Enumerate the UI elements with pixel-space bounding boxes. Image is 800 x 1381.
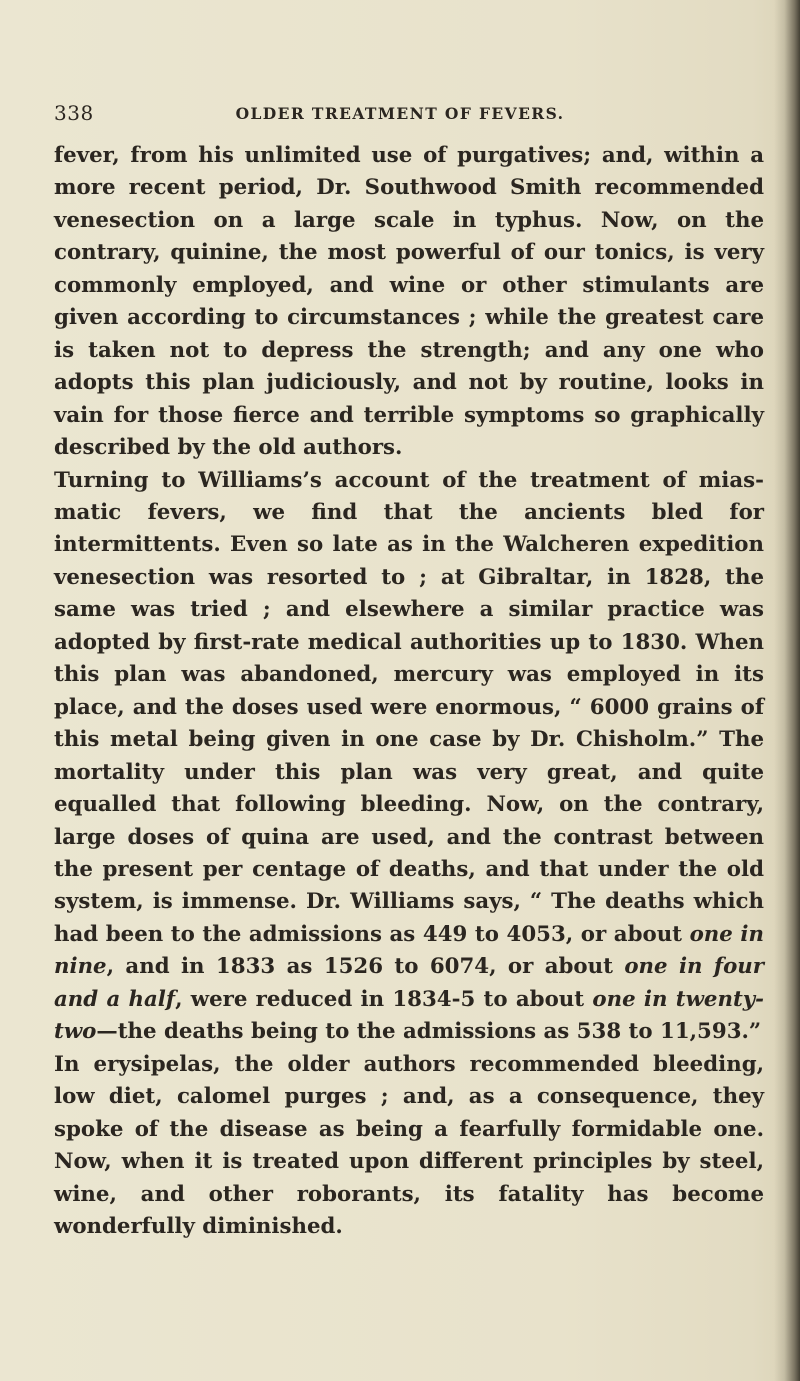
page-header [0, 101, 800, 129]
page-edge-shadow [774, 0, 800, 1381]
running-title: OLDER TREATMENT OF FEVERS. [235, 104, 565, 123]
paragraph-text: , and in 1833 as 1526 to 6074, or about [106, 954, 625, 980]
paragraph-text: In erysipelas, the older authors recommended bleeding, low diet, calomel purges ; and, as a consequence, they spoke of the disease as being a fearfully formidable one. Now, when it is treated upon different principles by steel, wine, and other roborants, its fatality has become wonderfully diminished. [54, 1051, 764, 1239]
body-text [54, 140, 764, 1243]
paragraph-text: Turning to Williams’s account of the treatment of mias-matic fevers, we find that the ancients bled for intermittents. Even so late as in the Walcheren expedition venesection was resorted to ; at Gibraltar, in 1828, the same was tried ; and elsewhere a similar practice was adopted by first-rate medical authorities up to 1830. When this plan was abandoned, mercury was employed in its place, and the doses used were enormous, “ 6000 grains of this metal being given in one case by Dr. Chisholm.” The mortality under this plan was very great, and quite equalled that following bleeding. Now, on the contrary, large doses of quina are used, and the contrast between the present per centage of deaths, and that under the old system, is immense. Dr. Williams says, “ The deaths which had been to the admissions as 449 to 4053, or about [54, 467, 764, 947]
emphasis-text: one in four and a half [54, 954, 764, 1012]
emphasis-text: one in twenty-two [54, 986, 764, 1045]
paragraph-1 [54, 140, 764, 465]
page-number: 338 [54, 101, 94, 125]
emphasis-text: one in nine [54, 921, 764, 980]
paragraph-text: —the deaths being to the admissions as 538 to 11,593.” [96, 1019, 762, 1045]
paragraph-2 [54, 465, 764, 1049]
paragraph-3 [54, 1049, 764, 1244]
paragraph-text: fever, from his unlimited use of purgatives; and, within a more recent period, Dr. Southwood Smith recommended venesection on a large scale in typhus. Now, on the contrary, quinine, the most powerful of our tonics, is very commonly employed, and wine or other stimulants are given according to circumstances ; while the greatest care is taken not to depress the strength; and any one who adopts this plan judiciously, and not by routine, looks in vain for those fierce and terrible symptoms so graphically described by the old authors. [54, 143, 764, 461]
paragraph-text: , were reduced in 1834-5 to about [175, 986, 593, 1012]
